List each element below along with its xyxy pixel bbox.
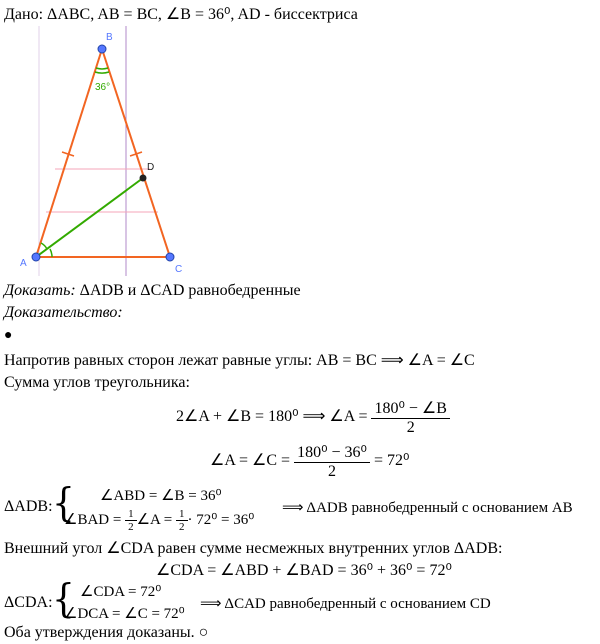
- equation-2-fraction: [294, 442, 370, 481]
- final-line: [4, 624, 208, 642]
- adb-row2-c: · 72⁰ = 36⁰: [187, 511, 255, 528]
- equation-1-numerator: 180⁰ − ∠B: [371, 398, 449, 419]
- cda-brace: {: [52, 576, 75, 622]
- angle-sum-line: Сумма углов треугольника:: [4, 374, 190, 391]
- label-b: B: [106, 32, 113, 43]
- equation-1-left: 2∠A + ∠B = 180⁰ ⟹ ∠A =: [176, 408, 368, 426]
- cda-name: ΔCDA:: [4, 594, 53, 611]
- cda-row1: ∠CDA = 72⁰: [80, 584, 162, 600]
- adb-conclusion: ⟹ ΔADB равнобедренный с основанием AB: [282, 500, 573, 516]
- final-text: Оба утверждения доказаны.: [4, 624, 195, 641]
- adb-half-2: $\frac{1}{2}$: [176, 508, 188, 533]
- adb-row2: [64, 508, 254, 533]
- equation-3: ∠CDA = ∠ABD + ∠BAD = 36⁰ + 36⁰ = 72⁰: [156, 562, 452, 579]
- point-d: [140, 175, 147, 182]
- label-c: C: [175, 264, 183, 275]
- equation-1-fraction: [371, 398, 449, 437]
- side-bc: [102, 49, 170, 257]
- end-mark: ○: [198, 624, 209, 641]
- equal-sides-line: Напротив равных сторон лежат равные углы: AB = BC ⟹ ∠A = ∠C: [4, 352, 475, 369]
- adb-row1: ∠ABD = ∠B = 36⁰: [100, 488, 222, 504]
- angle-arc-a1: [50, 249, 52, 257]
- angle-arc-a2: [41, 243, 47, 249]
- prove-line: [4, 282, 301, 300]
- label-d: D: [147, 162, 155, 173]
- triangle-figure: [0, 26, 200, 276]
- equation-1: [176, 398, 450, 437]
- equation-2-denominator: 2: [328, 463, 336, 480]
- equation-2-numerator: 180⁰ − 36⁰: [294, 442, 370, 463]
- adb-row2-b: ∠A =: [136, 511, 173, 528]
- cda-row2: ∠DCA = ∠C = 72⁰: [64, 606, 185, 622]
- bullet-mark: ●: [4, 328, 13, 343]
- cda-conclusion: ⟹ ΔCAD равнобедренный с основанием CD: [200, 596, 491, 612]
- point-b: [98, 45, 106, 53]
- equation-1-denominator: 2: [406, 419, 415, 436]
- prove-text: ΔADB и ΔCAD равнобедренные: [75, 282, 301, 299]
- bisector-ad: [36, 178, 143, 257]
- angle-arc-b1: [96, 68, 108, 69]
- external-angle-line: Внешний угол ∠CDA равен сумме несмежных внутренних углов ΔADB:: [4, 540, 503, 557]
- angle-arc-b2: [95, 72, 109, 73]
- side-ab: [36, 49, 102, 257]
- equation-2-right: = 72⁰: [373, 452, 410, 470]
- point-a: [32, 253, 40, 261]
- label-a: A: [20, 258, 27, 269]
- proof-label: Доказательство:: [4, 304, 123, 321]
- equation-2-left: ∠A = ∠C =: [210, 452, 291, 470]
- given-text: Дано: ΔABC, AB = BC, ∠B = 36⁰, AD - биссектриса: [4, 6, 358, 23]
- angle-label-36: 36°: [95, 82, 111, 93]
- equation-2: [210, 442, 409, 481]
- adb-brace: {: [52, 480, 75, 526]
- prove-label: Доказать:: [4, 282, 76, 299]
- adb-row2-a: ∠BAD =: [64, 511, 122, 528]
- point-c: [166, 253, 174, 261]
- adb-name: ΔADB:: [4, 498, 53, 515]
- adb-half-1: $\frac{1}{2}$: [125, 508, 137, 533]
